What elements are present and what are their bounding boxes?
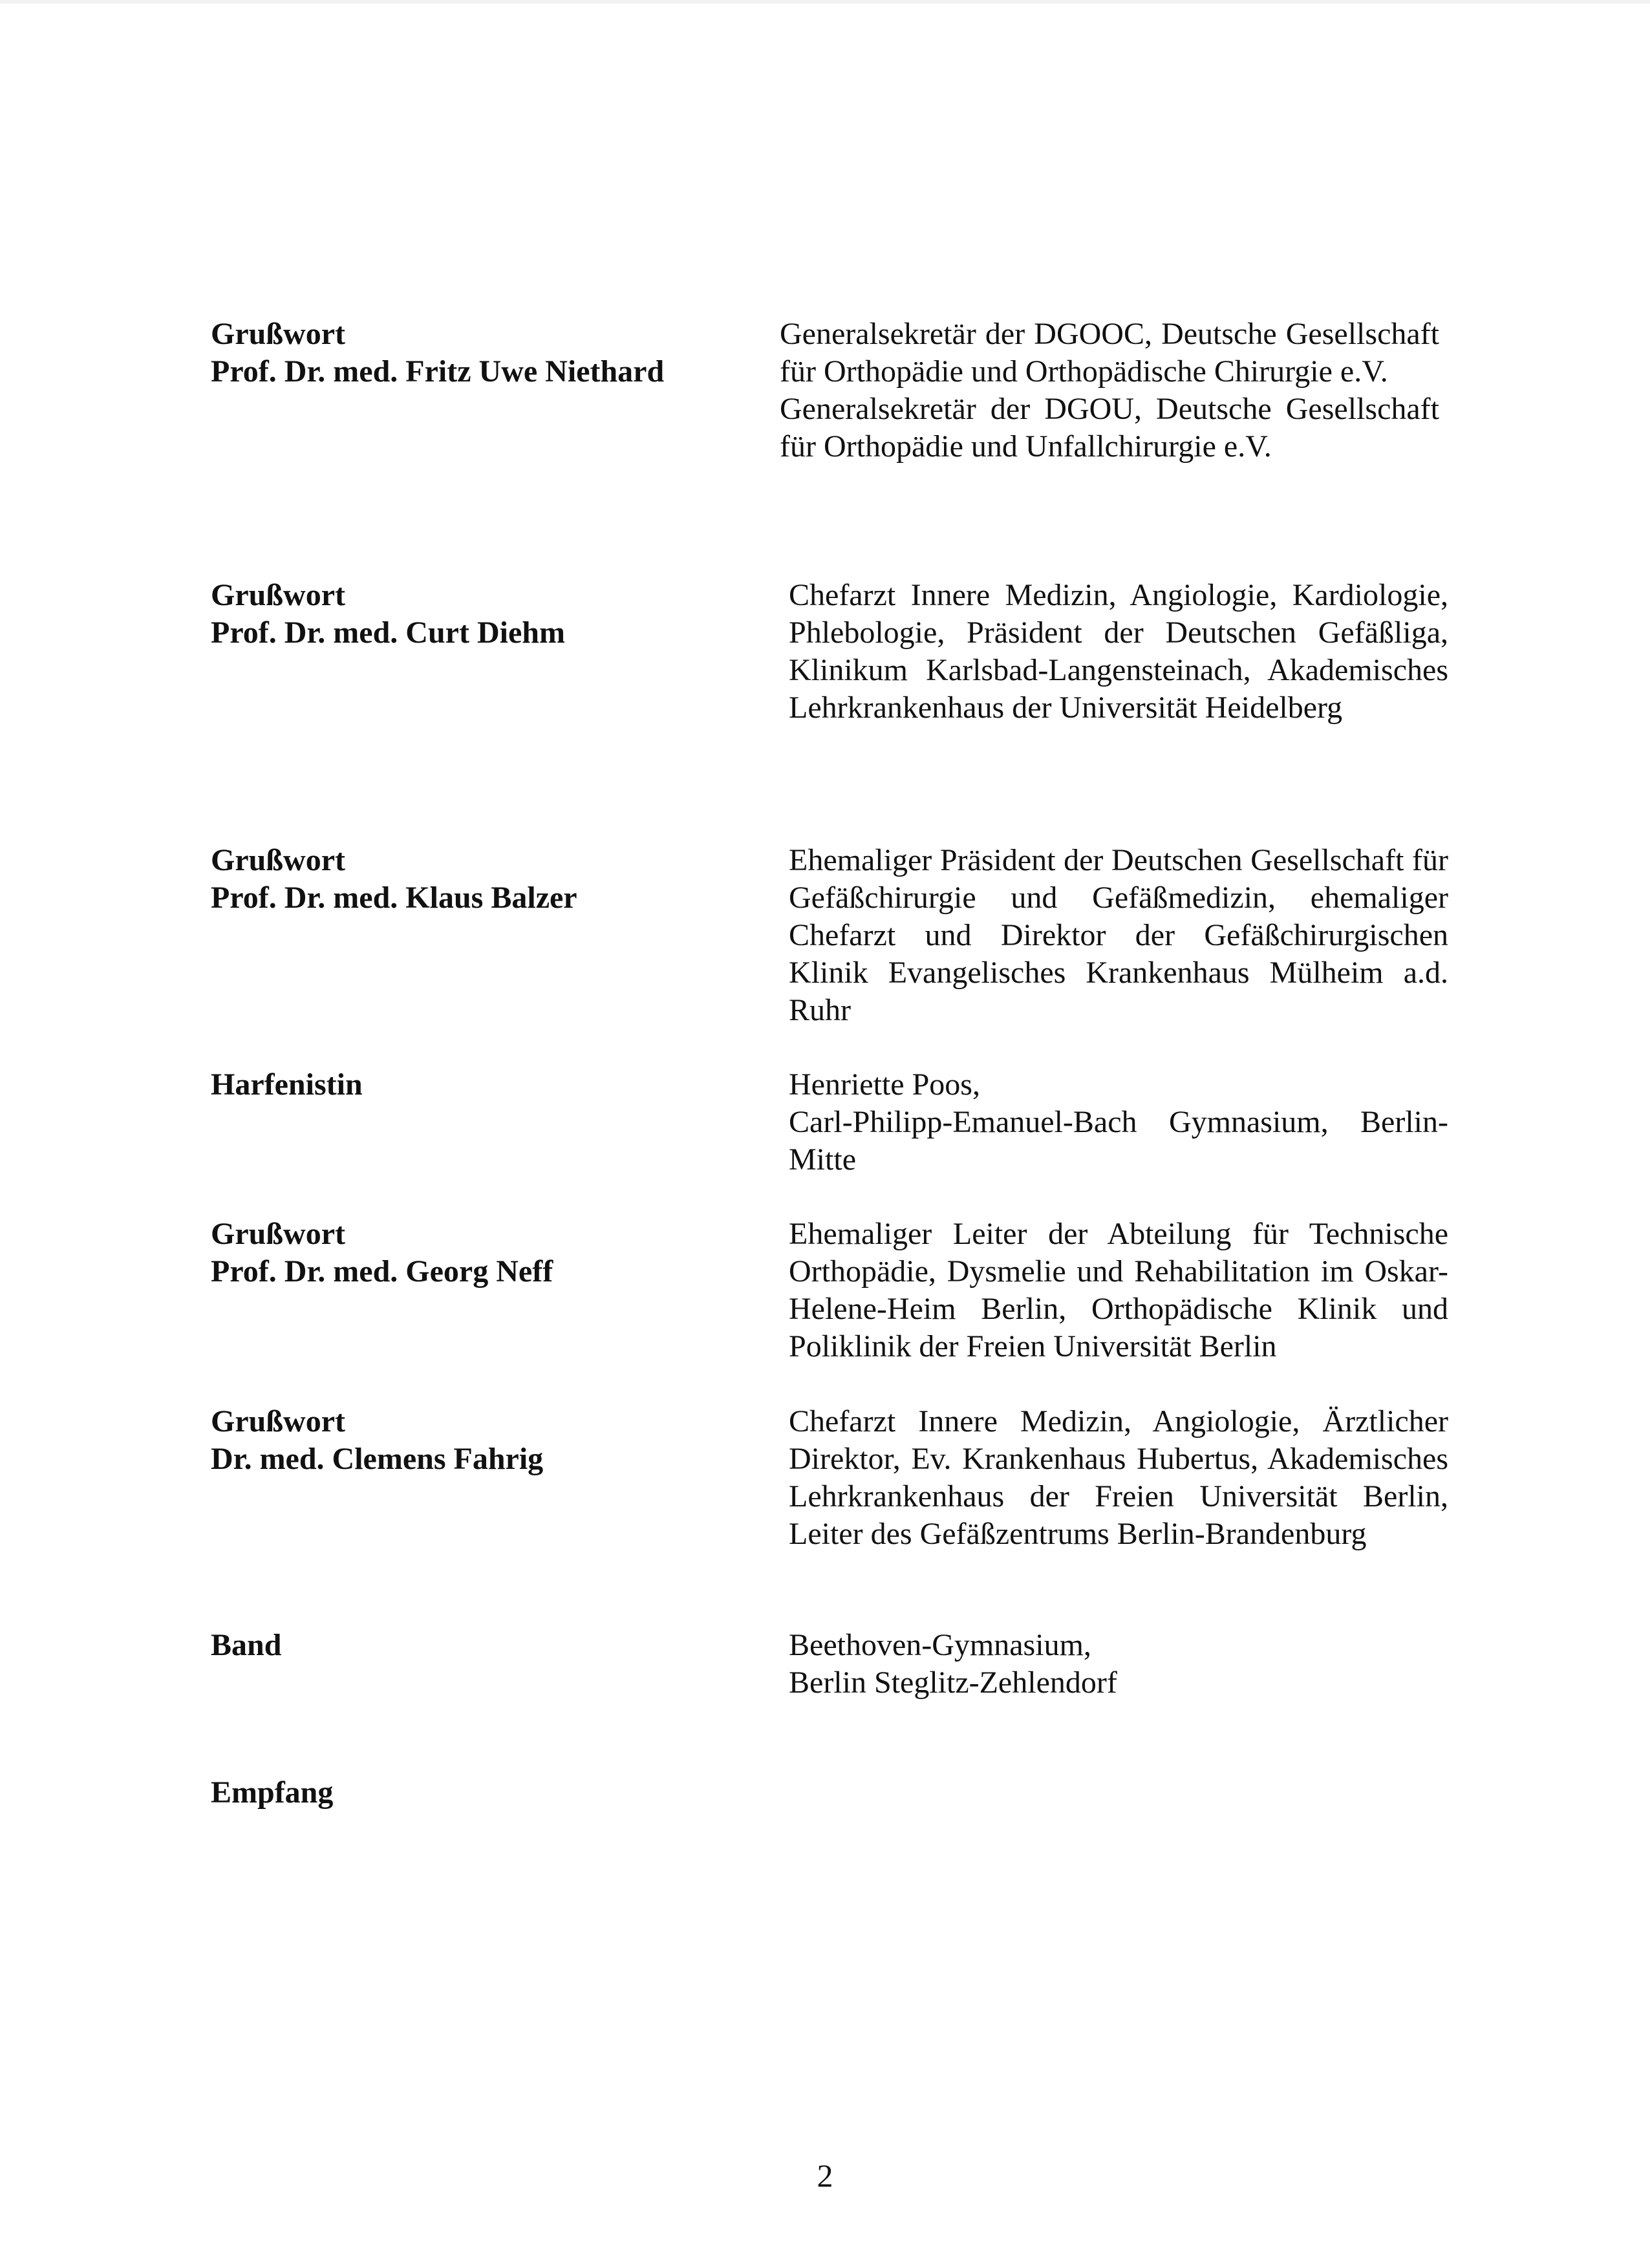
- entry-heading: [211, 1774, 767, 1812]
- entry-description: [789, 1403, 1448, 1553]
- description-paragraph: Chefarzt Innere Medizin, Angiologie, Ärztlicher Direktor, Ev. Krankenhaus Hubertus, Akademisches Lehrkrankenhaus der Freien Universität Berlin, Leiter des Gefäßzentrums Berlin-Brandenburg: [789, 1404, 1448, 1551]
- description-paragraph: Generalsekretär der DGOOC, Deutsche Gesellschaft für Orthopädie und Orthopädische Chirurgie e.V.: [780, 317, 1439, 389]
- description-paragraph: Ehemaliger Leiter der Abteilung für Technische Orthopädie, Dysmelie und Rehabilitation im Oskar-Helene-Heim Berlin, Orthopädische Klinik und Poliklinik der Freien Universität Berlin: [789, 1217, 1448, 1364]
- entry-title: Grußwort: [211, 843, 345, 877]
- band-location: Berlin Steglitz-Zehlendorf: [789, 1665, 1117, 1700]
- scan-edge: [0, 0, 1650, 4]
- entry-description: [789, 842, 1448, 1029]
- band-name: Beethoven-Gymnasium,: [789, 1628, 1091, 1662]
- entry-description: [789, 1215, 1448, 1365]
- entry-title: Grußwort: [211, 317, 345, 351]
- entry-title: Grußwort: [211, 1217, 345, 1251]
- page-number: 2: [817, 2157, 833, 2194]
- entry-heading: [211, 842, 767, 917]
- speaker-name: Prof. Dr. med. Georg Neff: [211, 1254, 553, 1289]
- description-paragraph: Chefarzt Innere Medizin, Angiologie, Kardiologie, Phlebologie, Präsident der Deutschen Gefäßliga, Klinikum Karlsbad-Langensteinach, Akademisches Lehrkrankenhaus der Universität Heidelberg: [789, 578, 1448, 725]
- entry-heading: [211, 316, 767, 390]
- description-paragraph: Ehemaliger Präsident der Deutschen Gesellschaft für Gefäßchirurgie und Gefäßmedizin, ehemaliger Chefarzt und Direktor der Gefäßchirurgischen Klinik Evangelisches Krankenhaus Mülheim a.d. Ruhr: [789, 843, 1448, 1027]
- entry-heading: [211, 1627, 767, 1664]
- entry-heading: [211, 1066, 767, 1104]
- description-paragraph: Generalsekretär der DGOU, Deutsche Gesellschaft für Orthopädie und Unfallchirurgie e.V.: [780, 392, 1439, 464]
- entry-title: Band: [211, 1628, 282, 1662]
- entry-description: [789, 1066, 1448, 1179]
- entry-description: [789, 1627, 1448, 1702]
- performer-name: Henriette Poos,: [789, 1067, 980, 1102]
- entry-title: Grußwort: [211, 1404, 345, 1439]
- entry-description: [789, 577, 1448, 727]
- performer-affiliation: Carl-Philipp-Emanuel-Bach Gymnasium, Berlin-Mitte: [789, 1105, 1448, 1177]
- entry-title: Grußwort: [211, 578, 345, 612]
- entry-heading: [211, 1215, 767, 1290]
- speaker-name: Dr. med. Clemens Fahrig: [211, 1442, 544, 1476]
- speaker-name: Prof. Dr. med. Curt Diehm: [211, 615, 565, 650]
- speaker-name: Prof. Dr. med. Fritz Uwe Niethard: [211, 354, 665, 389]
- entry-title: Empfang: [211, 1775, 334, 1810]
- entry-heading: [211, 1403, 767, 1478]
- entry-heading: [211, 577, 767, 652]
- speaker-name: Prof. Dr. med. Klaus Balzer: [211, 881, 577, 915]
- entry-description: [780, 316, 1439, 465]
- entry-title: Harfenistin: [211, 1067, 363, 1102]
